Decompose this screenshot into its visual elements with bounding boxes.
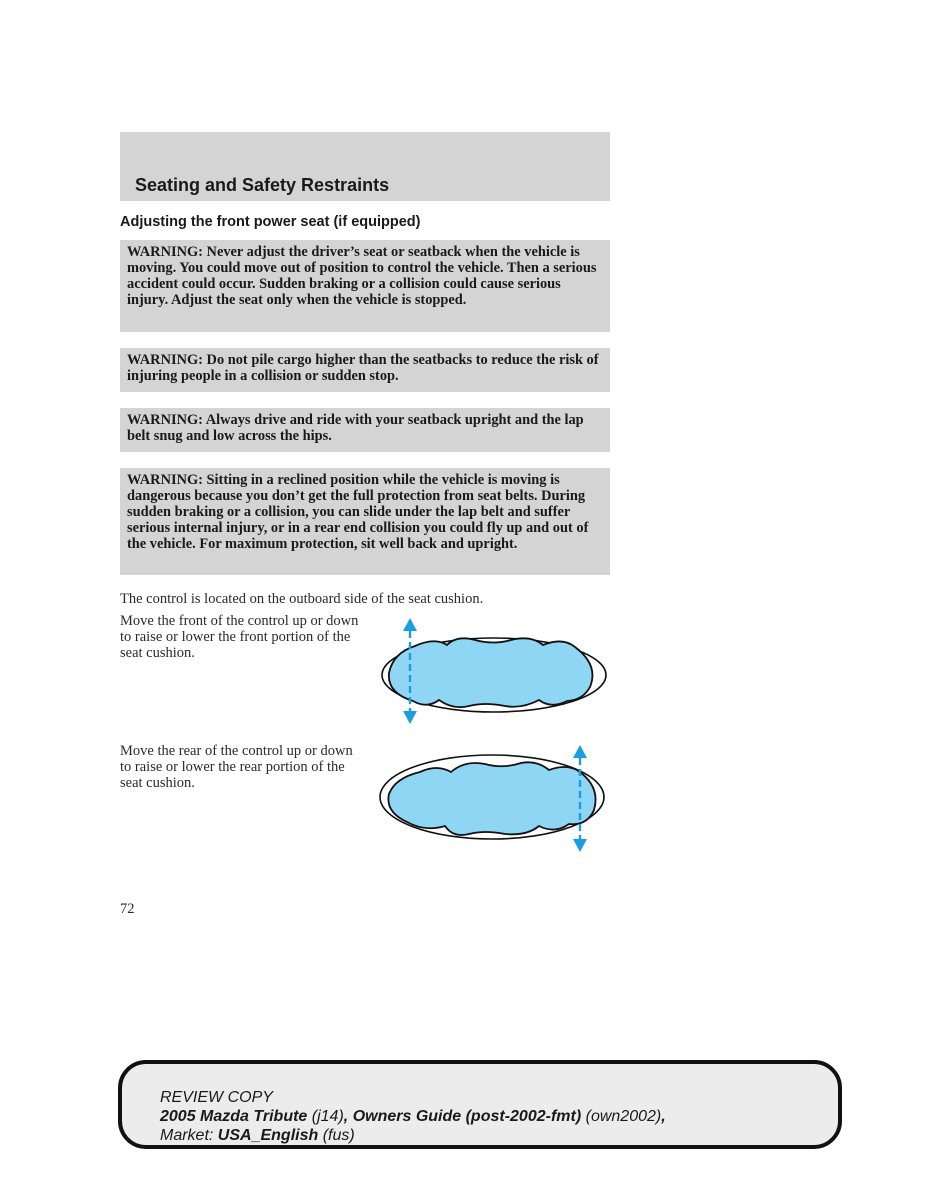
review-copy-footer bbox=[118, 1060, 842, 1149]
page-number: 72 bbox=[120, 901, 135, 917]
footer-guide-title: Owners Guide (post-2002-fmt) bbox=[352, 1108, 582, 1125]
down-arrow-icon bbox=[403, 711, 417, 724]
control-location-text: The control is located on the outboard side of the seat cushion. bbox=[120, 591, 484, 607]
footer-market-value: USA_English bbox=[217, 1127, 319, 1144]
footer-market-label: Market: bbox=[160, 1127, 214, 1144]
section-title: Seating and Safety Restraints bbox=[135, 175, 390, 195]
front-instruction-text: Move the front of the control up or down to raise or lower the front portion of the seat cushion. bbox=[120, 613, 359, 661]
control-switch bbox=[389, 638, 593, 707]
down-arrow-icon bbox=[573, 839, 587, 852]
footer-year-model: 2005 Mazda Tribute bbox=[160, 1108, 308, 1125]
footer-guide-line bbox=[160, 1107, 666, 1126]
footer-market-code: (fus) bbox=[322, 1127, 355, 1144]
review-copy-label: REVIEW COPY bbox=[160, 1089, 273, 1106]
warning-box: WARNING: Sitting in a reclined position while the vehicle is moving is dangerous because you don’t get the full protection from seat belts. During sudden braking or a collision, you can slide under the lap belt and suffer serious internal injury, or in a rear end collision you could fly up and out of the vehicle. For maximum protection, sit well back and upright. bbox=[120, 468, 610, 575]
footer-text bbox=[160, 1088, 666, 1145]
footer-model-code: (j14) bbox=[311, 1108, 344, 1125]
footer-separator: , bbox=[343, 1108, 349, 1125]
up-arrow-icon bbox=[403, 618, 417, 631]
seat-control-rear-illustration bbox=[375, 742, 610, 854]
subheading: Adjusting the front power seat (if equipped) bbox=[120, 214, 421, 230]
footer-guide-code: (own2002) bbox=[585, 1108, 662, 1125]
warning-box: WARNING: Always drive and ride with your seatback upright and the lap belt snug and low across the hips. bbox=[120, 408, 610, 452]
section-header-bar bbox=[120, 132, 610, 201]
up-arrow-icon bbox=[573, 745, 587, 758]
footer-trailing-comma: , bbox=[661, 1108, 666, 1125]
seat-control-front-illustration bbox=[375, 615, 610, 725]
control-switch bbox=[388, 762, 595, 835]
rear-instruction-text: Move the rear of the control up or down to raise or lower the rear portion of the seat cushion. bbox=[120, 743, 353, 791]
warning-box: WARNING: Do not pile cargo higher than the seatbacks to reduce the risk of injuring people in a collision or sudden stop. bbox=[120, 348, 610, 392]
footer-market-line bbox=[160, 1126, 666, 1145]
warning-box: WARNING: Never adjust the driver’s seat or seatback when the vehicle is moving. You could move out of position to control the vehicle. Then a serious accident could occur. Sudden braking or a collision could cause serious injury. Adjust the seat only when the vehicle is stopped. bbox=[120, 240, 610, 332]
